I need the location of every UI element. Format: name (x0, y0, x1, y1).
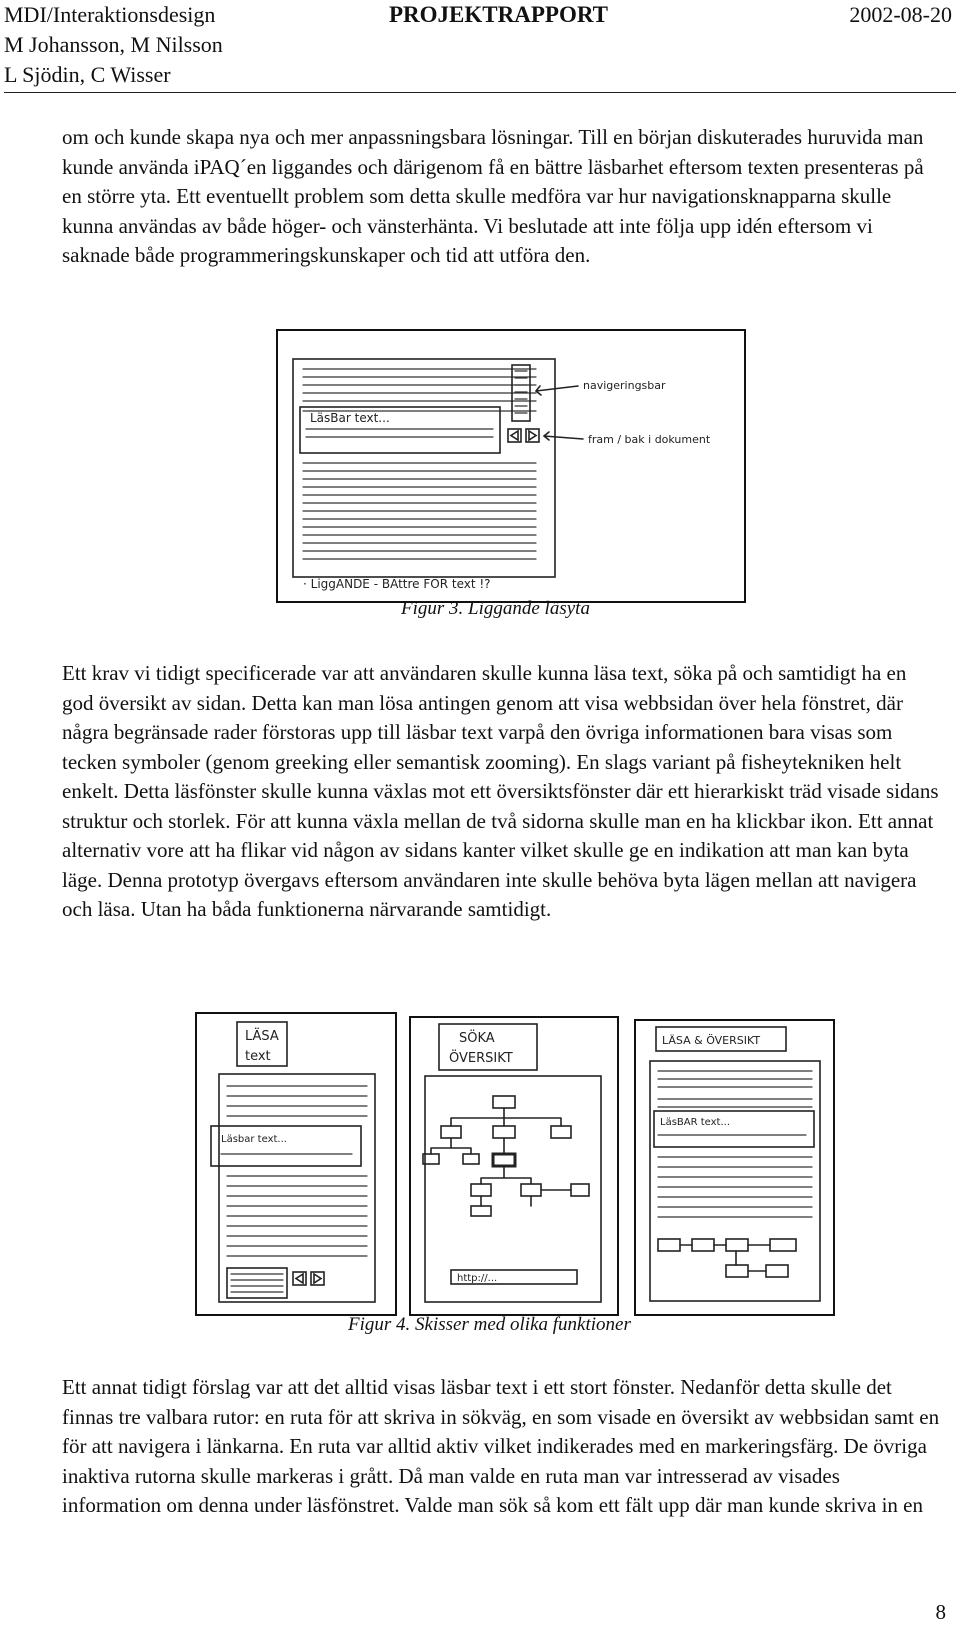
figure-3-sketch (276, 329, 746, 603)
paragraph-2: Ett krav vi tidigt specificerade var att användaren skulle kunna läsa text, söka på och samtidigt ha en god översikt av sidan. Detta kan man lösa antingen genom att visa webbsidan över hela fönstret, där några begränsade rader förstoras upp till läsbar text varpå den övriga informationen bara visas som tecken symboler (genom greeking eller semantisk zooming). En slags variant på fisheytekniken helt enkelt. Detta läsfönster skulle kunna växlas mot ett översiktsfönster där ett hierarkiskt träd visade sidans struktur och storlek. För att kunna växla mellan de två sidorna skulle man en ha klickbar ikon. Ett annat alternativ vore att ha flikar vid någon av sidans kanter vilket skulle ge en indikation att man kan byta läge. Denna prototyp övergavs eftersom användaren inte skulle behöva byta lägen mellan att navigera och läsa. Utan ha båda funktionerna närvarande samtidigt. (62, 661, 939, 921)
sketch3-lasbar: LäsBAR text... (660, 1117, 731, 1128)
paragraph-3: Ett annat tidigt förslag var att det alltid visas läsbar text i ett stort fönster. Nedanför detta skulle det finnas tre valbara rutor: en ruta för att skriva in sökväg, en som visade en översikt av webbsidan samt en för att navigera i länkarna. En ruta var alltid aktiv vilket indikerades med en markeringsfärg. De övriga inaktiva rutorna skulle markeras i grått. Då man valde en ruta man var intresserad av visades information om denna under läsfönstret. Valde man sök så kom ett fält upp där man kunde skriva in en (62, 1375, 940, 1517)
sketch-read-and-overview (636, 1021, 833, 1314)
sketch-search-overview (411, 1018, 617, 1314)
figure-4-sketch-read-overview (634, 1019, 835, 1316)
fig3-note: · LiggANDE - BÄttre FÖR text !? (303, 577, 491, 591)
sketch-read-text (197, 1014, 395, 1314)
sketch1-lasbar: Läsbar text... (221, 1134, 287, 1145)
page-header (4, 0, 956, 93)
sketch2-title-2: ÖVERSIKT (449, 1051, 513, 1066)
figure-4-sketch-read (195, 1012, 397, 1316)
figure-4-sketch-search (409, 1016, 619, 1316)
figure-3-caption: Figur 3. Liggande läsyta (401, 598, 590, 619)
sketch3-title: LÄSA & ÖVERSIKT (662, 1034, 761, 1047)
landscape-reading-sketch (278, 331, 744, 601)
document-date: 2002-08-20 (849, 2, 952, 27)
fig3-fram-label: fram / bak i dokument (588, 433, 711, 446)
paragraph-1: om och kunde skapa nya och mer anpassningsbara lösningar. Till en början diskuterades huruvida man kunde använda iPAQ´en liggandes och därigenom få en bättre läsbarhet eftersom texten presenteras på en större yta. Ett eventuellt problem som detta skulle medföra var hur navigationsknapparna skulle kunna användas av både höger- och vänsterhänta. Vi beslutade att inte följa upp idén eftersom vi saknade både programmeringskunskaper och tid att utföra den. (62, 125, 924, 267)
course-name: MDI/Interaktionsdesign (4, 2, 216, 27)
authors-line-1: M Johansson, M Nilsson (4, 32, 223, 57)
figure-4-caption: Figur 4. Skisser med olika funktioner (348, 1314, 631, 1335)
authors-line-2: L Sjödin, C Wisser (4, 62, 171, 87)
page-number: 8 (935, 1600, 946, 1624)
fig3-nav-label: navigeringsbar (583, 379, 666, 392)
document-title: PROJEKTRAPPORT (389, 2, 608, 27)
sketch1-title-1: LÄSA (245, 1029, 279, 1044)
header-left (4, 0, 223, 90)
sketch2-url: http://... (457, 1273, 498, 1284)
sketch1-title-2: text (245, 1049, 271, 1064)
fig3-lasbar-text: LäsBar text... (310, 411, 390, 425)
sketch2-title-1: SÖKA (459, 1031, 495, 1046)
